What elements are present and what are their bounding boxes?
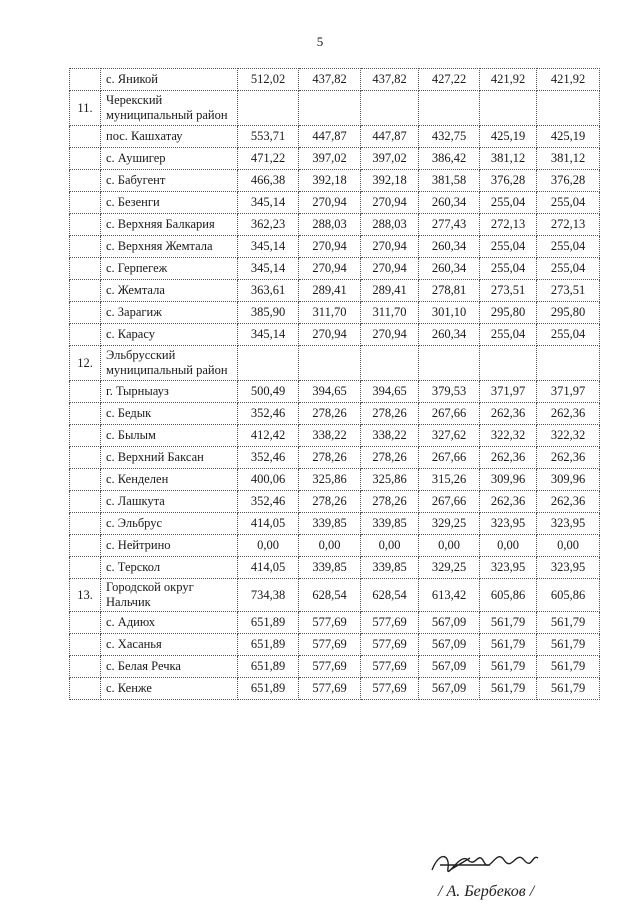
value-cell: 421,92 [480,69,537,91]
value-cell: 0,00 [419,535,480,557]
value-cell: 437,82 [361,69,419,91]
settlement-name: с. Верхний Баксан [101,447,238,469]
value-cell: 371,97 [537,381,600,403]
value-cell: 362,23 [238,214,299,236]
value-cell: 272,13 [480,214,537,236]
value-cell: 255,04 [537,192,600,214]
value-cell: 322,32 [537,425,600,447]
row-number: 12. [70,346,101,381]
value-cell: 371,97 [480,381,537,403]
value-cell [299,346,361,381]
value-cell: 329,25 [419,513,480,535]
settlement-name: с. Верхняя Жемтала [101,236,238,258]
row-number [70,403,101,425]
value-cell: 392,18 [299,170,361,192]
value-cell: 322,32 [480,425,537,447]
settlement-name: с. Жемтала [101,280,238,302]
settlement-name: с. Карасу [101,324,238,346]
value-cell [238,346,299,381]
value-cell: 278,26 [299,491,361,513]
settlement-name: с. Яникой [101,69,238,91]
value-cell: 272,13 [537,214,600,236]
row-number: 13. [70,579,101,612]
table-row [70,170,600,192]
value-cell [299,91,361,126]
value-cell: 0,00 [238,535,299,557]
value-cell: 381,12 [480,148,537,170]
value-cell: 255,04 [480,236,537,258]
row-number [70,491,101,513]
value-cell: 323,95 [480,557,537,579]
value-cell: 425,19 [480,126,537,148]
value-cell: 325,86 [299,469,361,491]
settlement-name: пос. Кашхатау [101,126,238,148]
value-cell: 323,95 [537,557,600,579]
value-cell: 567,09 [419,612,480,634]
value-cell: 309,96 [537,469,600,491]
row-number: 11. [70,91,101,126]
value-cell: 278,26 [299,403,361,425]
value-cell: 605,86 [537,579,600,612]
row-number [70,258,101,280]
value-cell: 255,04 [480,324,537,346]
value-cell: 376,28 [480,170,537,192]
row-number [70,69,101,91]
value-cell: 651,89 [238,656,299,678]
value-cell: 323,95 [480,513,537,535]
settlement-name: с. Лашкута [101,491,238,513]
table-row [70,69,600,91]
district-row [70,91,600,126]
table-row [70,403,600,425]
value-cell: 577,69 [361,634,419,656]
value-cell: 394,65 [299,381,361,403]
value-cell: 381,58 [419,170,480,192]
value-cell: 392,18 [361,170,419,192]
row-number [70,192,101,214]
value-cell: 561,79 [537,634,600,656]
table-row [70,678,600,700]
value-cell: 323,95 [537,513,600,535]
value-cell: 628,54 [299,579,361,612]
settlement-name: с. Зарагиж [101,302,238,324]
value-cell: 379,53 [419,381,480,403]
value-cell: 260,34 [419,236,480,258]
value-cell: 270,94 [361,324,419,346]
value-cell: 577,69 [299,656,361,678]
value-cell: 267,66 [419,447,480,469]
value-cell: 471,22 [238,148,299,170]
value-cell: 553,71 [238,126,299,148]
value-cell: 267,66 [419,491,480,513]
table-row [70,447,600,469]
value-cell: 561,79 [537,612,600,634]
value-cell: 400,06 [238,469,299,491]
value-cell: 567,09 [419,678,480,700]
value-cell [419,346,480,381]
value-cell: 577,69 [361,656,419,678]
value-cell: 376,28 [537,170,600,192]
value-cell: 561,79 [480,634,537,656]
value-cell: 577,69 [299,612,361,634]
value-cell: 288,03 [299,214,361,236]
table-row [70,324,600,346]
value-cell: 277,43 [419,214,480,236]
value-cell: 412,42 [238,425,299,447]
value-cell: 273,51 [480,280,537,302]
value-cell [480,91,537,126]
value-cell: 339,85 [361,557,419,579]
settlement-name: Городской округ Нальчик [101,579,238,612]
page-number: 5 [316,34,324,49]
row-number [70,634,101,656]
table-row [70,557,600,579]
value-cell [537,91,600,126]
value-cell: 352,46 [238,491,299,513]
value-cell: 577,69 [361,678,419,700]
value-cell: 567,09 [419,656,480,678]
value-cell: 394,65 [361,381,419,403]
value-cell: 288,03 [361,214,419,236]
table-row [70,491,600,513]
table-row [70,192,600,214]
value-cell: 262,36 [537,403,600,425]
value-cell: 397,02 [361,148,419,170]
value-cell: 339,85 [361,513,419,535]
table-row [70,258,600,280]
settlement-name: с. Верхняя Балкария [101,214,238,236]
value-cell: 0,00 [537,535,600,557]
value-cell: 295,80 [480,302,537,324]
value-cell: 338,22 [299,425,361,447]
settlement-name: с. Хасанья [101,634,238,656]
value-cell: 447,87 [361,126,419,148]
table-row [70,656,600,678]
value-cell: 561,79 [480,656,537,678]
table-row [70,469,600,491]
table-row [70,381,600,403]
value-cell: 651,89 [238,678,299,700]
settlement-name: с. Безенги [101,192,238,214]
value-cell: 425,19 [537,126,600,148]
value-cell: 613,42 [419,579,480,612]
value-cell: 386,42 [419,148,480,170]
value-cell: 500,49 [238,381,299,403]
value-cell: 255,04 [537,258,600,280]
value-cell [419,91,480,126]
value-cell: 255,04 [537,236,600,258]
settlement-name: с. Кенже [101,678,238,700]
value-cell: 301,10 [419,302,480,324]
value-cell: 255,04 [480,258,537,280]
value-cell: 311,70 [361,302,419,324]
value-cell: 577,69 [299,678,361,700]
value-cell: 447,87 [299,126,361,148]
settlement-name: с. Аушигер [101,148,238,170]
settlement-name: с. Кенделен [101,469,238,491]
value-cell [480,346,537,381]
value-cell: 561,79 [537,656,600,678]
row-number [70,302,101,324]
table-row [70,535,600,557]
row-number [70,447,101,469]
value-cell: 289,41 [361,280,419,302]
value-cell: 352,46 [238,403,299,425]
value-cell: 270,94 [299,236,361,258]
value-cell: 567,09 [419,634,480,656]
value-cell: 339,85 [299,513,361,535]
value-cell: 345,14 [238,258,299,280]
value-cell: 327,62 [419,425,480,447]
row-number [70,126,101,148]
row-number [70,425,101,447]
value-cell: 262,36 [480,491,537,513]
settlement-name: с. Герпегеж [101,258,238,280]
value-cell: 339,85 [299,557,361,579]
value-cell: 0,00 [361,535,419,557]
value-cell: 278,26 [299,447,361,469]
table-row [70,302,600,324]
value-cell: 325,86 [361,469,419,491]
value-cell: 267,66 [419,403,480,425]
row-number [70,214,101,236]
value-cell: 0,00 [299,535,361,557]
value-cell: 577,69 [299,634,361,656]
settlement-name: с. Эльбрус [101,513,238,535]
row-number [70,557,101,579]
value-cell: 363,61 [238,280,299,302]
value-cell: 628,54 [361,579,419,612]
value-cell: 260,34 [419,258,480,280]
value-cell: 352,46 [238,447,299,469]
value-cell: 651,89 [238,612,299,634]
value-cell: 260,34 [419,192,480,214]
value-cell: 345,14 [238,192,299,214]
settlement-name: с. Бедык [101,403,238,425]
settlement-name: с. Былым [101,425,238,447]
value-cell: 262,36 [480,447,537,469]
value-cell: 651,89 [238,634,299,656]
value-cell: 255,04 [480,192,537,214]
table-row [70,148,600,170]
value-cell: 278,26 [361,491,419,513]
value-cell: 421,92 [537,69,600,91]
value-cell: 345,14 [238,236,299,258]
value-cell: 345,14 [238,324,299,346]
value-cell: 414,05 [238,513,299,535]
value-cell: 262,36 [537,447,600,469]
value-cell: 0,00 [480,535,537,557]
value-cell: 270,94 [299,324,361,346]
district-row [70,346,600,381]
row-number [70,535,101,557]
value-cell: 309,96 [480,469,537,491]
value-cell: 561,79 [537,678,600,700]
table-row [70,236,600,258]
value-cell [537,346,600,381]
value-cell: 561,79 [480,612,537,634]
value-cell: 270,94 [361,258,419,280]
table-row [70,425,600,447]
row-number [70,381,101,403]
value-cell: 381,12 [537,148,600,170]
value-cell: 329,25 [419,557,480,579]
value-cell: 338,22 [361,425,419,447]
table-row [70,214,600,236]
value-cell: 512,02 [238,69,299,91]
table-row [70,579,600,612]
row-number [70,513,101,535]
table-row [70,513,600,535]
value-cell: 466,38 [238,170,299,192]
value-cell: 278,81 [419,280,480,302]
value-cell: 270,94 [361,192,419,214]
row-number [70,469,101,491]
value-cell: 295,80 [537,302,600,324]
settlement-name: с. Адиюх [101,612,238,634]
row-number [70,656,101,678]
value-cell [361,91,419,126]
value-cell: 278,26 [361,403,419,425]
row-number [70,280,101,302]
table-row [70,612,600,634]
value-cell: 577,69 [361,612,419,634]
value-cell: 414,05 [238,557,299,579]
value-cell: 262,36 [537,491,600,513]
signature-scribble [432,857,538,872]
value-cell [238,91,299,126]
value-cell: 260,34 [419,324,480,346]
value-cell: 385,90 [238,302,299,324]
row-number [70,612,101,634]
settlement-name: с. Нейтрино [101,535,238,557]
tariff-table [69,68,600,700]
settlement-name: с. Терскол [101,557,238,579]
value-cell: 270,94 [299,192,361,214]
value-cell: 255,04 [537,324,600,346]
value-cell: 289,41 [299,280,361,302]
signature [420,830,620,900]
value-cell: 270,94 [299,258,361,280]
row-number [70,678,101,700]
value-cell: 605,86 [480,579,537,612]
value-cell: 437,82 [299,69,361,91]
table-row [70,634,600,656]
table-row [70,126,600,148]
value-cell: 432,75 [419,126,480,148]
value-cell [361,346,419,381]
row-number [70,324,101,346]
row-number [70,236,101,258]
settlement-name: Эльбрусский муниципальный район [101,346,238,381]
signature-name: / А. Бербеков / [438,883,535,900]
settlement-name: с. Бабугент [101,170,238,192]
value-cell: 397,02 [299,148,361,170]
value-cell: 262,36 [480,403,537,425]
value-cell: 273,51 [537,280,600,302]
settlement-name: Черекский муниципальный район [101,91,238,126]
row-number [70,170,101,192]
value-cell: 315,26 [419,469,480,491]
settlement-name: г. Тырныауз [101,381,238,403]
value-cell: 427,22 [419,69,480,91]
settlement-name: с. Белая Речка [101,656,238,678]
value-cell: 311,70 [299,302,361,324]
value-cell: 278,26 [361,447,419,469]
value-cell: 270,94 [361,236,419,258]
value-cell: 561,79 [480,678,537,700]
row-number [70,148,101,170]
table-row [70,280,600,302]
value-cell: 734,38 [238,579,299,612]
